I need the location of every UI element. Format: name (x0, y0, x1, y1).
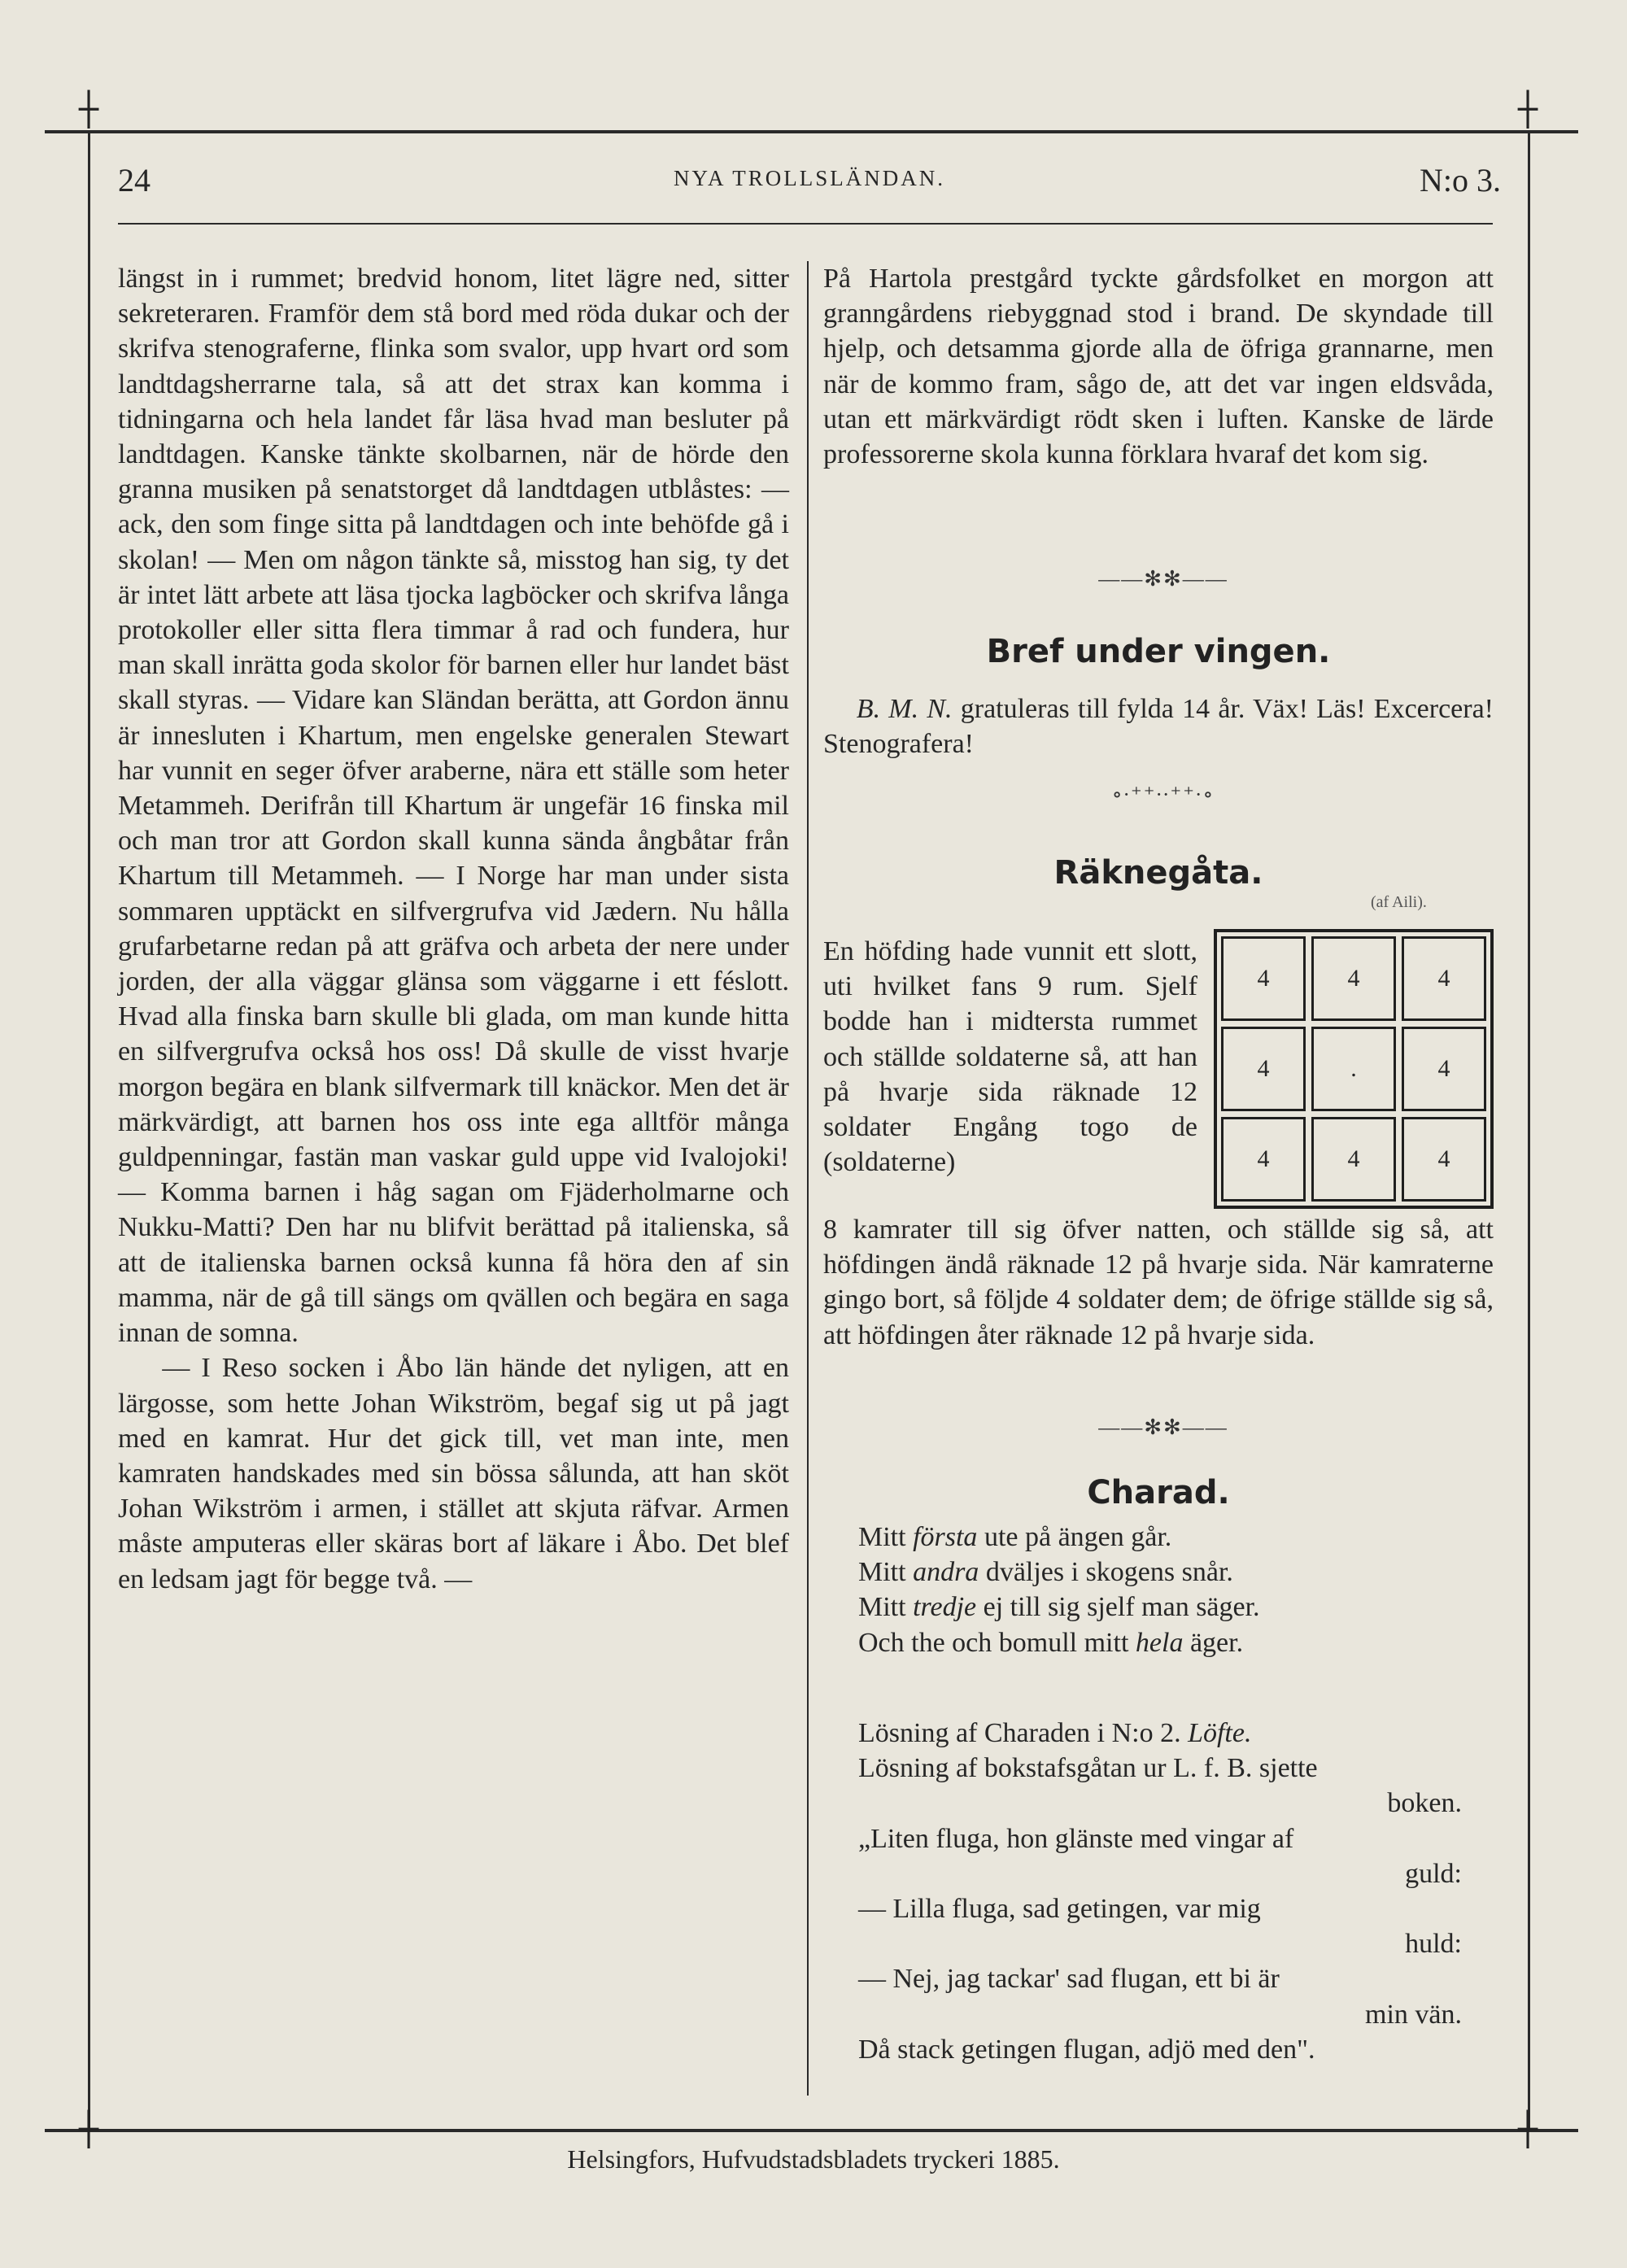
letters-heading: Bref under vingen. (986, 633, 1331, 670)
charade-poem (858, 1520, 1260, 1660)
section-ornament: ——✻✻—— (1098, 1415, 1228, 1439)
grid-cell: 4 (1221, 1117, 1306, 1202)
column-divider (807, 261, 809, 2096)
grid-cell: 4 (1311, 1117, 1396, 1202)
puzzle-continuation: 8 kamrater till sig öfver natten, och ställde sig så, att höfdingen ändå räknade 12 på hvarje sida. När kamraterne gingo bort, så följde 4 soldater dem; de öfrige ställde sig så, att höfdingen åter räknade 12 på hvarje sida. (823, 1215, 1494, 1350)
journal-title: NYA TROLLSLÄNDAN. (673, 166, 945, 190)
hartola-paragraph: På Hartola prestgård tyckte gårdsfolket en morgon att granngårdens riebyggnad stod i brand. De skyndade till hjelp, och detsamma gjorde alla de öfriga grannarne, men när de kommo fram, sågo de, att det var ingen eldsvåda, utan ett märkvärdigt rödt sken i luften. Kanske de lärde professorerne skola kunna förklara hvaraf det kom sig. (823, 264, 1494, 470)
registration-mark-top-left: ┼ (79, 91, 99, 129)
solution-line: huld: (1405, 1929, 1462, 1960)
bottom-rule (45, 2129, 1578, 2132)
top-rule (45, 130, 1578, 133)
solution-line: Lösning af Charaden i N:o 2. Löfte. (858, 1718, 1252, 1748)
grid-cell: 4 (1402, 1117, 1486, 1202)
solution-line: — Lilla fluga, sad getingen, var mig (858, 1894, 1261, 1925)
puzzle-text: En höfding hade vunnit ett slott, uti hvilket fans 9 rum. Sjelf bodde han i midtersta rummet och ställde soldaterne så, att han på hvarje sida räknade 12 soldater Engång togo de (soldaterne) (823, 936, 1197, 1178)
grid-cell: 4 (1221, 936, 1306, 1021)
grid-cell: 4 (1402, 1027, 1486, 1111)
news-paragraph: — I Reso socken i Åbo län hände det nyligen, att en lärgosse, som hette Johan Wikström, begaf sig ut på jagt med en kamrat. Hur det gick till, vet man inte, men kamraten handskades med sin bössa sålunda, att han sköt Johan Wikström i armen, i stället att skjuta räfvar. Armen måste amputeras eller skäras bort af läkare i Åbo. Det blef en ledsam jagt för begge två. — (118, 1353, 789, 1594)
letters-recipient: B. M. N. (856, 694, 953, 724)
page-number: 24 (118, 162, 150, 198)
solution-line: min vän. (1365, 1999, 1462, 2030)
solution-line: — Nej, jag tackar' sad flugan, ett bi är (858, 1964, 1280, 1995)
letters-text (823, 691, 1494, 761)
letters-message: gratuleras till fylda 14 år. Väx! Läs! Excercera! Stenografera! (823, 694, 1494, 760)
solutions-block (858, 1716, 1501, 2067)
header-rule (118, 223, 1493, 225)
right-frame-line (1528, 130, 1530, 2131)
registration-mark-bottom-right: ┼ (1518, 2111, 1538, 2148)
grid-cell: 4 (1311, 936, 1396, 1021)
printer-imprint: Helsingfors, Hufvudstadsbladets tryckeri 1885. (567, 2144, 1060, 2174)
registration-mark-top-right: ┼ (1518, 91, 1538, 129)
grid-cell: 4 (1221, 1027, 1306, 1111)
issue-number: N:o 3. (1420, 162, 1501, 198)
section-ornament: ——✻✻—— (1098, 567, 1228, 591)
puzzle-heading: Räknegåta. (1053, 854, 1263, 892)
left-frame-line (88, 130, 90, 2131)
page-header (118, 161, 1501, 210)
puzzle-author: (af Aili). (1371, 893, 1427, 911)
registration-mark-bottom-left: ┼ (79, 2111, 99, 2148)
section-ornament: ∘∙⁺⁺∙∙⁺⁺∙∘ (1111, 783, 1215, 806)
grid-cell: 4 (1402, 936, 1486, 1021)
news-paragraph: längst in i rummet; bredvid honom, litet lägre ned, sitter sekreteraren. Framför dem stå bord med röda dukar och der skrifva stenograferne, flinka som svalor, upp hvart ord som landtdagsherrarne tala, så att det strax kan komma i tidningarna och hela landet får läsa hvad man besluter på landtdagen. Kanske tänkte skolbarnen, när de hörde den granna musiken på senatstorget då landtdagen utblåstes: — ack, den som finge sitta på landtdagen och inte behöfde gå i skolan! — Men om någon tänkte så, misstog han sig, ty det är intet lätt arbete att läsa tjocka lagböcker och skrifva långa protokoller eller sitta flera timmar å rad och fundera, hur man skall inrätta goda skolor för barnen eller hur landet bäst skall styras. — Vidare kan Sländan berätta, att Gordon ännu är innesluten i Khartum, men engelske generalen Stewart har vunnit en seger öfver araberne, nära ett ställe som heter Metammeh. Derifrån till Khartum är ungefär 16 finska mil och man tror att Gordon skall kunna sända ångbåtar från Khartum till Metammeh. — I Norge har man under sista sommaren upptäckt en silfvergrufva vid Jædern. Nu hålla grufarbetarne redan på att gräfva och arbeta der nere under jorden, der alla väggar glänsa som väggarne i ett féslott. Hvad alla finska barn skulle bli glada, om man kunde hitta en silfvergrufva också hos oss! Då skulle de visst hvarje morgon begära en blank silfvermark till knäckor. Men det är märkvärdigt, att barnen hos oss inte ega alltför många guldpenningar, fastän man vaskar guld uppe vid Ivalojoki! — Komma barnen i håg sagan om Fjäderholmarne och Nukku-Matti? Den har nu blifvit berättad på italienska, så att de italienska barnen också kunna få höra den af sin mamma, när de gå till sängs om qvällen och begära en saga innan de somna. (118, 264, 789, 1349)
solution-line: „Liten fluga, hon glänste med vingar af (858, 1823, 1294, 1854)
charade-heading: Charad. (1087, 1474, 1230, 1511)
grid-cell-center: . (1311, 1027, 1396, 1111)
puzzle-grid (1214, 929, 1494, 1209)
poem-line: Mitt andra dväljes i skogens snår. (858, 1557, 1233, 1588)
poem-line: Mitt första ute på ängen går. (858, 1522, 1172, 1552)
poem-line: Mitt tredje ej till sig sjelf man säger. (858, 1592, 1260, 1623)
solution-line: Då stack getingen flugan, adjö med den". (858, 2034, 1315, 2065)
poem-line: Och the och bomull mitt hela äger. (858, 1627, 1244, 1658)
solution-line: boken. (1387, 1788, 1462, 1819)
solution-line: Lösning af bokstafsgåtan ur L. f. B. sjette (858, 1753, 1318, 1784)
solution-line: guld: (1405, 1858, 1462, 1889)
left-column (118, 261, 789, 1597)
